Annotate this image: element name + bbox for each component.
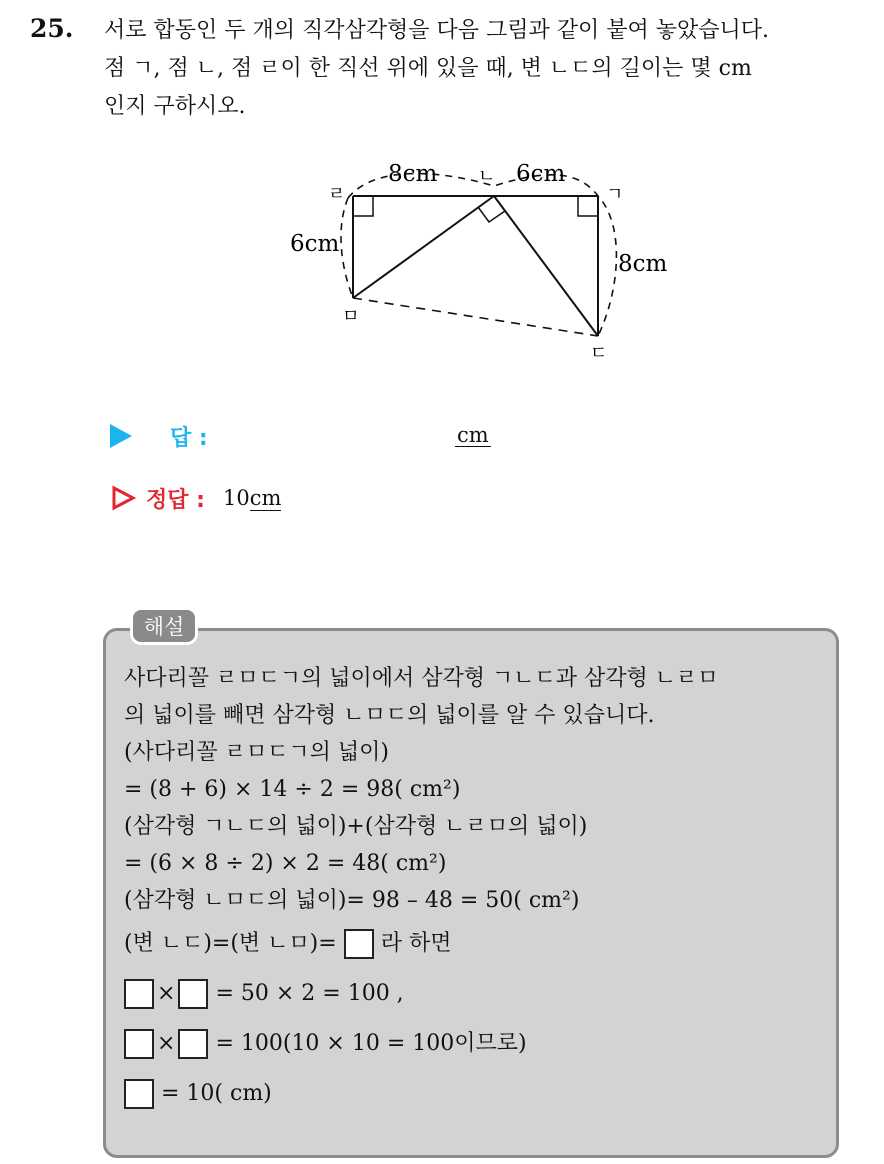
answer-key-number: 10 [222, 486, 250, 510]
blank-box [344, 929, 374, 959]
blank-box [124, 979, 154, 1009]
answer-label: 답 : [170, 425, 208, 451]
answer-unit: cm [457, 423, 489, 447]
label-r: ㄹ [328, 184, 346, 205]
solution-tab: 해설 [130, 607, 198, 645]
solution-line-3: (사다리꼴 ㄹㅁㄷㄱ의 넓이) [124, 740, 389, 765]
answer-row [110, 418, 208, 454]
question-line-2: 점 ㄱ, 점 ㄴ, 점 ㄹ이 한 직선 위에 있을 때, 변 ㄴㄷ의 길이는 몇 cm [104, 56, 752, 81]
right-angle-mark-center [478, 207, 505, 222]
question-text [104, 12, 874, 126]
solution-line-1: 사다리꼴 ㄹㅁㄷㄱ의 넓이에서 삼각형 ㄱㄴㄷ과 삼각형 ㄴㄹㅁ [124, 666, 719, 691]
right-angle-mark-right [578, 196, 598, 216]
solution-line-11 [124, 1069, 829, 1119]
times-sign: × [157, 981, 176, 1006]
question-line-3: 인지 구하시오. [104, 94, 246, 119]
solution-line-8-prefix: (변 ㄴㄷ)=(변 ㄴㅁ)= [124, 931, 337, 956]
blank-box [124, 1079, 154, 1109]
answer-key-unit: cm [249, 486, 282, 510]
dashed-bottom-line [353, 298, 598, 336]
answer-key-value [223, 486, 281, 510]
label-top-left-length: 8cm [388, 161, 438, 187]
answer-key-row [110, 480, 281, 516]
label-g: ㄱ [606, 184, 624, 205]
solution-line-5: (삼각형 ㄱㄴㄷ의 넓이)+(삼각형 ㄴㄹㅁ의 넓이) [124, 814, 588, 839]
times-sign: × [157, 1031, 176, 1056]
solution-line-10-text: = 100(10 × 10 = 100이므로) [215, 1031, 527, 1056]
solution-line-10 [124, 1019, 829, 1069]
label-n: ㄴ [478, 166, 496, 187]
answer-key-label: 정답 : [146, 487, 205, 513]
solution-line-7: (삼각형 ㄴㅁㄷ의 넓이)= 98 – 48 = 50( cm²) [124, 888, 580, 913]
blank-box [178, 1029, 208, 1059]
solution-content [124, 660, 829, 1119]
blank-box [178, 979, 208, 1009]
dashed-arc-outline [341, 174, 616, 336]
label-d: ㄷ [590, 343, 608, 364]
solution-line-9-text: = 50 × 2 = 100 , [215, 981, 404, 1006]
solution-line-6: = (6 × 8 ÷ 2) × 2 = 48( cm²) [124, 851, 447, 876]
hypotenuse-right [494, 196, 598, 336]
question-number: 25. [30, 14, 74, 43]
solution-line-8-suffix: 라 하면 [380, 931, 452, 956]
question-line-1: 서로 합동인 두 개의 직각삼각형을 다음 그림과 같이 붙여 놓았습니다. [104, 18, 769, 43]
solution-line-11-text: = 10( cm) [161, 1081, 272, 1106]
blank-box [124, 1029, 154, 1059]
label-m: ㅁ [342, 306, 360, 327]
solution-line-4: = (8 + 6) × 14 ÷ 2 = 98( cm²) [124, 777, 461, 802]
hypotenuse-left [353, 196, 494, 298]
solution-line-2: 의 넓이를 빼면 삼각형 ㄴㅁㄷ의 넓이를 알 수 있습니다. [124, 703, 655, 728]
label-right-length: 8cm [618, 251, 668, 277]
solution-line-8 [124, 919, 829, 969]
outline-triangle-icon [110, 485, 136, 511]
label-left-length: 6cm [290, 231, 340, 257]
label-top-right-length: 6cm [516, 161, 566, 187]
solution-line-9 [124, 969, 829, 1019]
triangle-figure [280, 150, 700, 375]
play-triangle-icon [110, 424, 132, 448]
right-angle-mark-left [353, 196, 373, 216]
